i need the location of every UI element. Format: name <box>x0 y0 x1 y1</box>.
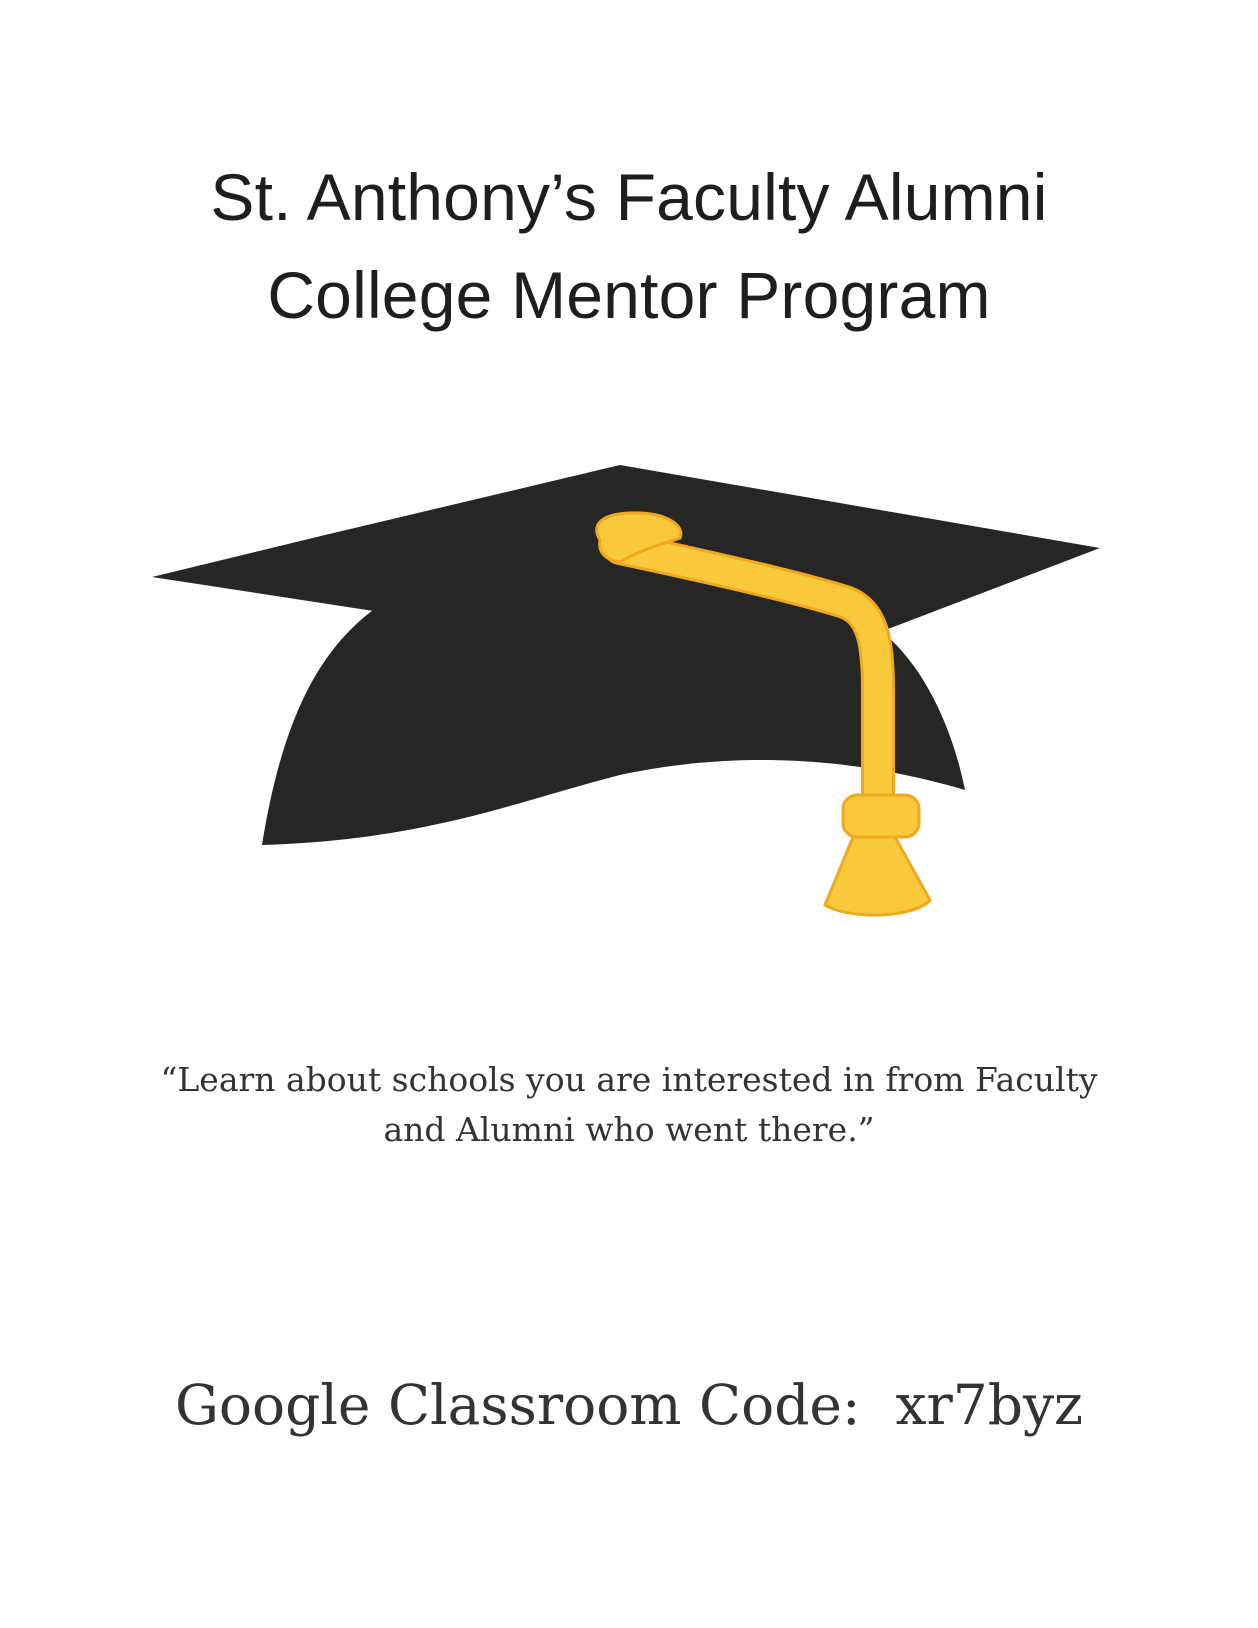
quote-line-2: and Alumni who went there.” <box>383 1110 875 1149</box>
tassel-fringe <box>825 837 930 915</box>
graduation-cap-icon <box>0 440 1258 930</box>
tassel-knot <box>843 795 919 837</box>
flyer-title <box>0 148 1258 344</box>
quote-text <box>0 1055 1258 1155</box>
title-line-1: St. Anthony’s Faculty Alumni <box>210 160 1048 234</box>
quote-line-1: “Learn about schools you are interested in from Faculty <box>160 1060 1098 1099</box>
classroom-code: Google Classroom Code: xr7byz <box>174 1373 1084 1437</box>
title-line-2: College Mentor Program <box>267 258 991 332</box>
